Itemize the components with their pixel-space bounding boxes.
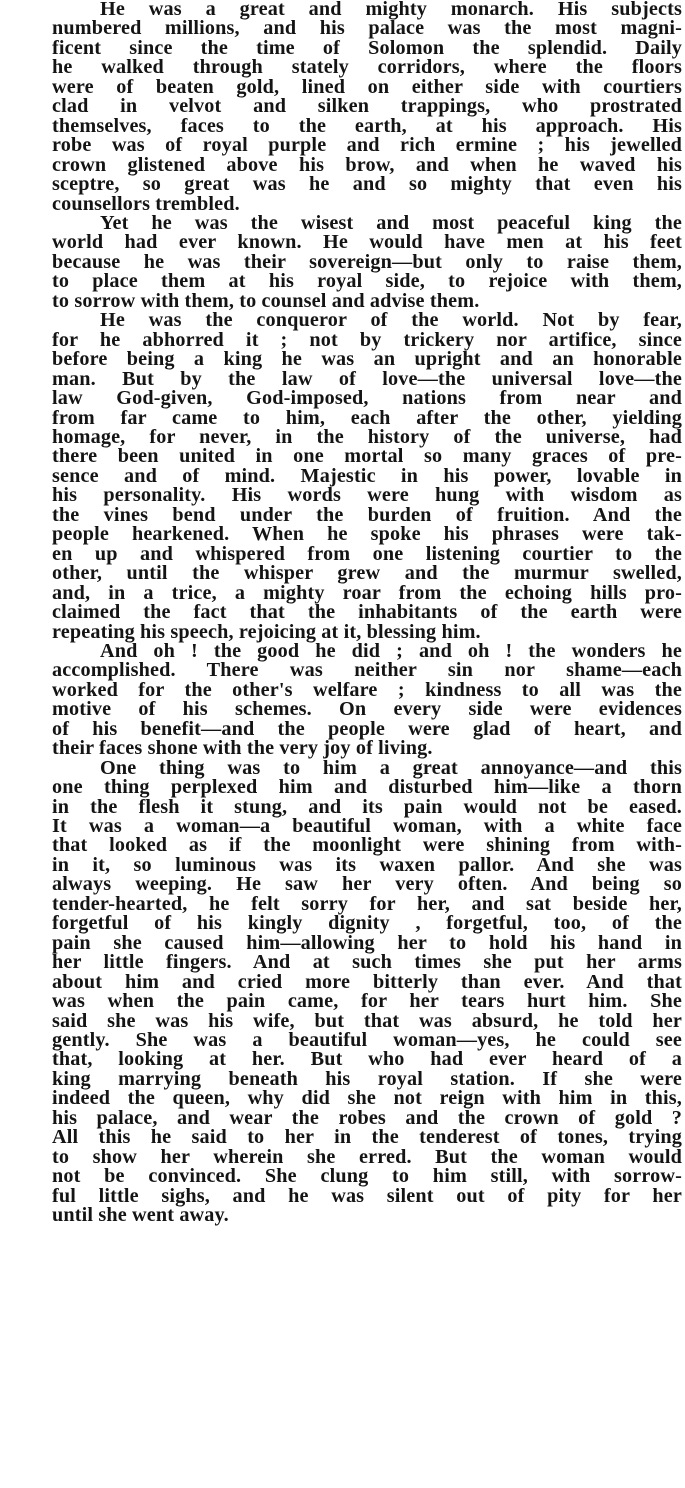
text-line: law God-given, God-imposed, nations from near and xyxy=(52,387,682,410)
text-line: before being a king he was an upright and an honorable xyxy=(52,348,682,371)
text-line: king marrying beneath his royal station. If she were xyxy=(52,1067,682,1090)
text-line: gently. She was a beautiful woman—yes, he could see xyxy=(52,1029,682,1052)
text-line: her little fingers. And at such times she put her arms xyxy=(52,951,682,974)
text-line: one thing perplexed him and disturbed him—like a thorn xyxy=(52,776,682,799)
text-line: were of beaten gold, lined on either side with courtiers xyxy=(52,75,682,98)
article-paragraph xyxy=(4,639,682,760)
text-line: Yet he was the wisest and most peaceful king the xyxy=(100,211,682,234)
text-line: and, in a trice, a mighty roar from the echoing hills pro- xyxy=(52,581,682,604)
text-line: their faces shone with the very joy of living. xyxy=(52,737,433,760)
text-line: to place them at his royal side, to rejoice with them, xyxy=(52,270,682,293)
text-line: claimed the fact that the inhabitants of the earth were xyxy=(52,601,682,624)
text-line: said she was his wife, but that was absurd, he told her xyxy=(52,1009,682,1032)
text-line: in it, so luminous was its waxen pallor. And she was xyxy=(52,853,682,876)
text-line: ficent since the time of Solomon the splendid. Daily xyxy=(52,36,682,59)
text-line: he walked through stately corridors, where the floors xyxy=(52,56,682,79)
text-line: indeed the queen, why did she not reign with him in this, xyxy=(52,1087,682,1110)
text-line: crown glistened above his brow, and when he waved his xyxy=(52,153,682,176)
text-line: because he was their sovereign—but only to raise them, xyxy=(52,250,682,273)
text-line: his personality. His words were hung with wisdom as xyxy=(52,484,682,507)
text-line: was when the pain came, for her tears hurt him. She xyxy=(52,990,682,1013)
text-line: that, looking at her. But who had ever heard of a xyxy=(52,1048,682,1071)
text-line: worked for the other's welfare ; kindness to all was the xyxy=(52,678,682,701)
article-paragraph xyxy=(4,756,682,1227)
text-line: repeating his speech, rejoicing at it, blessing him. xyxy=(52,620,481,643)
text-line: robe was of royal purple and rich ermine ; his jewelled xyxy=(52,134,682,157)
text-line: for he abhorred it ; not by trickery nor artifice, since xyxy=(52,328,682,351)
text-line: man. But by the law of love—the universal love—the xyxy=(52,367,682,390)
text-line: He was a great and mighty monarch. His subjects xyxy=(100,0,682,20)
text-line: clad in velvot and silken trappings, who prostrated xyxy=(52,95,682,118)
text-line: in the flesh it stung, and its pain would not be eased. xyxy=(52,795,682,818)
article-column xyxy=(4,0,682,1226)
text-line: world had ever known. He would have men at his feet xyxy=(52,231,682,254)
article-paragraph xyxy=(4,311,682,642)
text-line: motive of his schemes. On every side were evidences xyxy=(52,698,682,721)
text-line: the vines bend under the burden of fruition. And the xyxy=(52,503,682,526)
text-line: from far came to him, each after the other, yielding xyxy=(52,406,682,429)
article-paragraph xyxy=(4,0,682,214)
text-line: not be convinced. She clung to him still, with sorrow- xyxy=(52,1165,682,1188)
text-line: until she went away. xyxy=(52,1204,229,1227)
text-line: One thing was to him a great annoyance—and this xyxy=(100,756,682,779)
text-line: sence and of mind. Majestic in his power, lovable in xyxy=(52,464,682,487)
text-line: homage, for never, in the history of the universe, had xyxy=(52,425,682,448)
text-line: forgetful of his kingly dignity , forgetful, too, of the xyxy=(52,912,682,935)
text-line: people hearkened. When he spoke his phrases were tak- xyxy=(52,523,682,546)
text-line: It was a woman—a beautiful woman, with a white face xyxy=(52,815,682,838)
text-line: accomplished. There was neither sin nor shame—each xyxy=(52,659,682,682)
text-line: ful little sighs, and he was silent out of pity for her xyxy=(52,1184,682,1207)
text-line: And oh ! the good he did ; and oh ! the wonders he xyxy=(100,639,682,662)
text-line: to sorrow with them, to counsel and advise them. xyxy=(52,289,480,312)
text-line: his palace, and wear the robes and the crown of gold ? xyxy=(52,1106,682,1129)
text-line: always weeping. He saw her very often. And being so xyxy=(52,873,682,896)
text-line: pain she caused him—allowing her to hold his hand in xyxy=(52,931,682,954)
text-line: of his benefit—and the people were glad of heart, and xyxy=(52,717,682,740)
text-line: All this he said to her in the tenderest of tones, trying xyxy=(52,1126,682,1149)
text-line: to show her wherein she erred. But the woman would xyxy=(52,1145,682,1168)
text-line: en up and whispered from one listening courtier to the xyxy=(52,542,682,565)
text-line: He was the conqueror of the world. Not by fear, xyxy=(100,309,682,332)
text-line: other, until the whisper grew and the murmur swelled, xyxy=(52,562,682,585)
article-paragraph xyxy=(4,211,682,312)
text-line: themselves, faces to the earth, at his approach. His xyxy=(52,114,682,137)
text-line: tender-hearted, he felt sorry for her, and sat beside her, xyxy=(52,892,682,915)
text-line: there been united in one mortal so many graces of pre- xyxy=(52,445,682,468)
text-line: sceptre, so great was he and so mighty that even his xyxy=(52,173,682,196)
text-line: numbered millions, and his palace was the most magni- xyxy=(52,17,682,40)
text-line: counsellors trembled. xyxy=(52,192,240,215)
text-line: about him and cried more bitterly than ever. And that xyxy=(52,970,682,993)
text-line: that looked as if the moonlight were shining from with- xyxy=(52,834,682,857)
